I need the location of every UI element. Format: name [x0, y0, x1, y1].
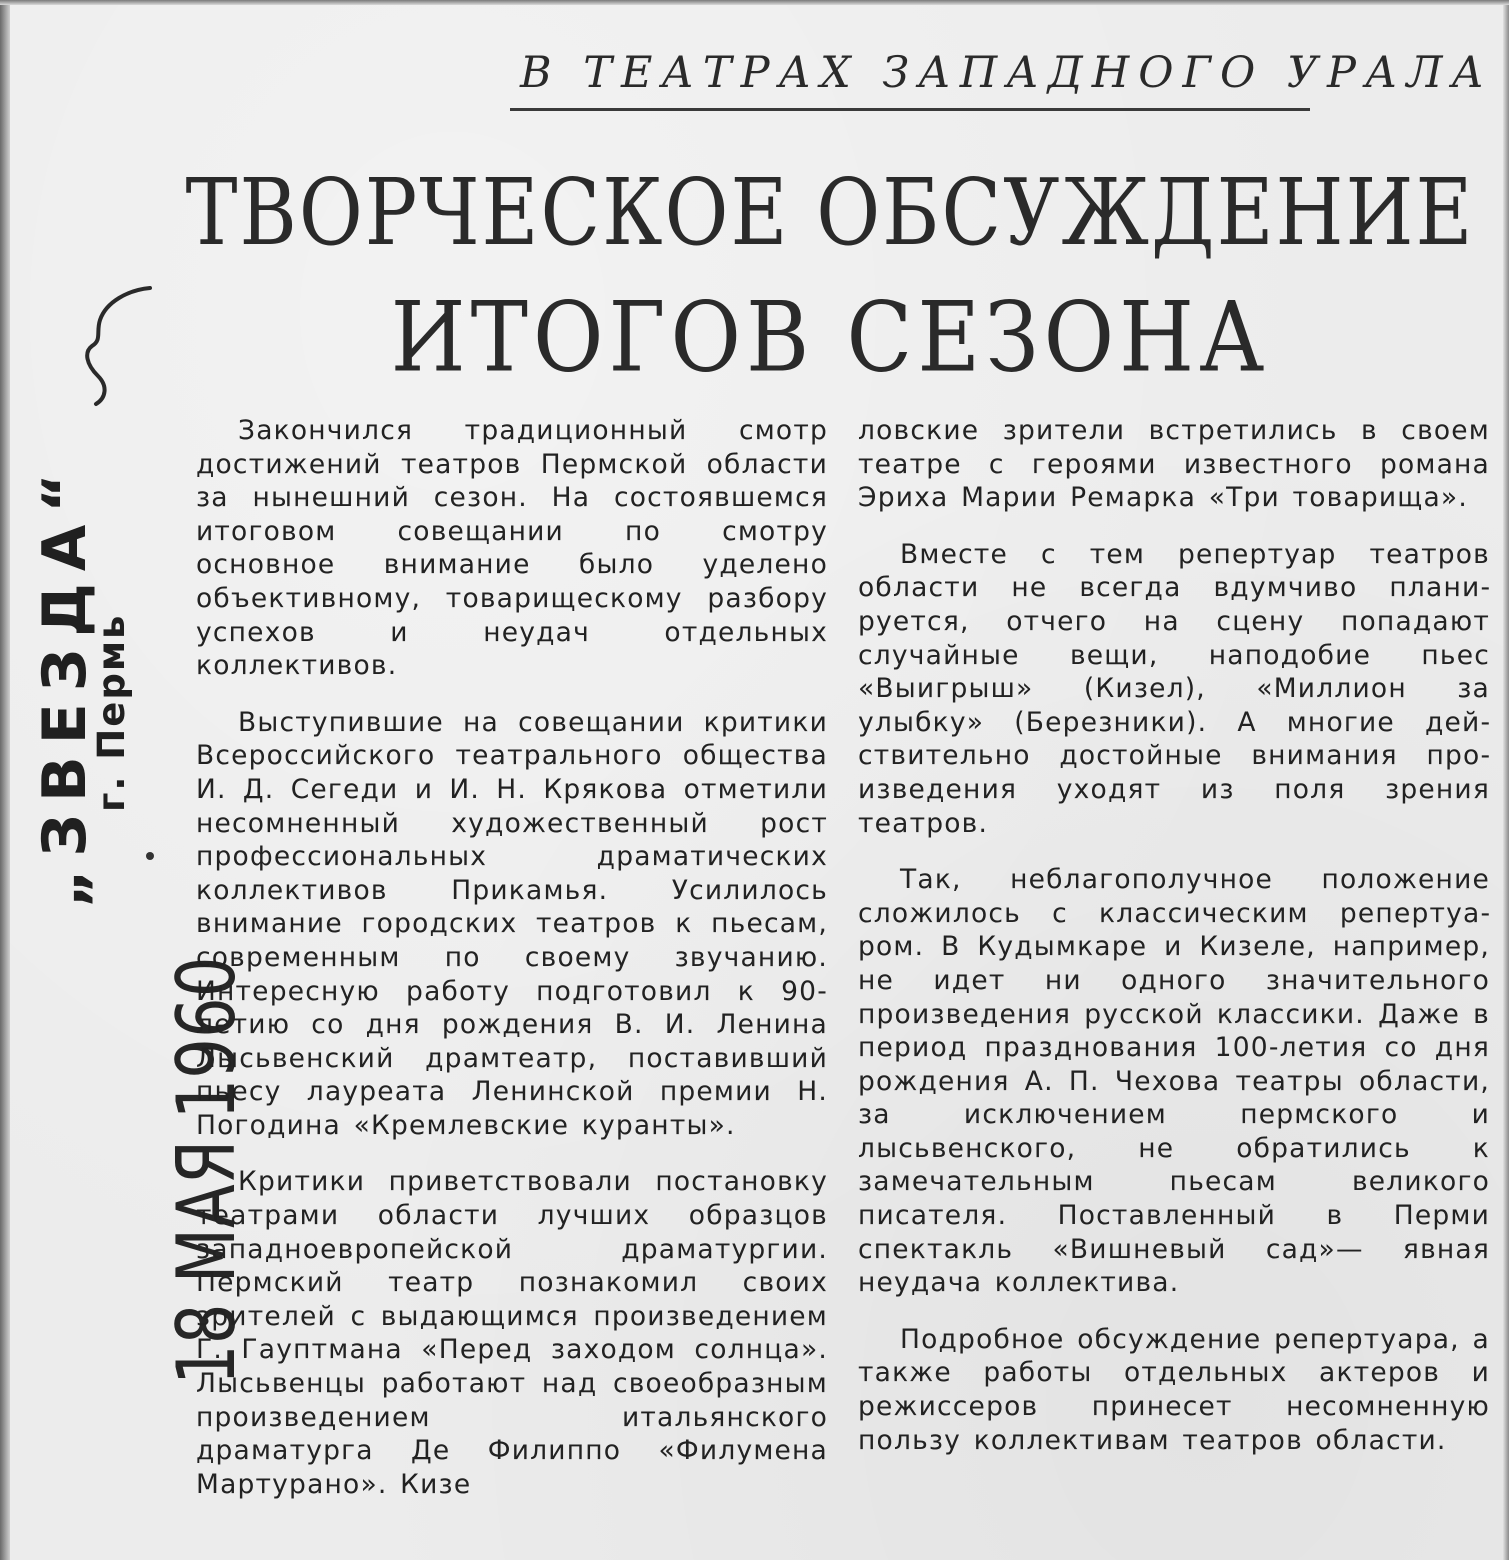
article-paragraph: Выступившие на совещании критики Всероссийского театрального общества И. Д. Сегеди и И. Н. Крякова отметили несомненный художественный рост профессиональных драматических коллективов Прикамья. Усилилось внимание городских театров к пьесам, современным по своему звучанию. Интересную работу подготовил к 90-летию со дня рождения В. И. Ленина Лысьвенский драмтеатр, поставивший пьесу лауреата Ленинской премии Н. Погодина «Кремлевские куранты».	[196, 706, 828, 1141]
source-date-text: 18 МАЯ 1960	[160, 956, 253, 1385]
article-column-right	[858, 414, 1490, 1457]
source-dot	[146, 852, 154, 860]
article-paragraph: Закончился традиционный смотр достижений театров Пермской области за нынешний сезон. На состоявшемся итоговом совещании по смотру основное внимание было уделено объективному, товарищескому разбору успехов и неудач отдельных коллективов.	[196, 415, 828, 682]
rubric-heading: В ТЕАТРАХ ЗАПАДНОГО УРАЛА	[520, 48, 1493, 98]
source-city: г. Пермь	[90, 613, 133, 812]
source-newspaper-name: „ЗВЕЗДА“	[30, 461, 100, 908]
article-paragraph: Критики приветствовали постановку театрами области лучших образцов западноевропейской драматургии. Пермский театр познакомил своих зрителей с выдающимся произведением Г. Гауптмана «Перед заходом солнца». Лысьвенцы работают над своеобразным произведением итальянского драматурга Де Филиппо «Филумена Мартурано». Кизе	[196, 1166, 828, 1500]
handwritten-mark-icon	[78, 280, 168, 410]
article-paragraph: Вместе с тем репертуар театров области не всегда вдумчиво планируется, отчего на сцену попадают случайные вещи, наподобие пьес «Выигрыш» (Кизел), «Миллион за улыбку» (Березники). А многие действительно достойные внимания произведения уходят из поля зрения театров.	[858, 538, 1490, 839]
scan-edge-top	[0, 0, 1509, 5]
article-column-left	[196, 414, 828, 1501]
article-paragraph: Так, неблагополучное положение сложилось с классическим репертуаром. В Кудымкаре и Кизеле, например, не идет ни одного значительного произведения русской классики. Даже в период празднования 100-летия со дня рождения А. П. Чехова театры области, за исключением пермского и лысьвенского, не обратились к замечательным пьесам великого писателя. Поставленный в Перми спектакль «Вишневый сад»— явная неудача коллектива.	[858, 864, 1490, 1299]
rubric-underline	[510, 108, 1310, 111]
headline-line-2: ИТОГОВ СЕЗОНА	[390, 282, 1270, 394]
headline-line-1: ТВОРЧЕСКОЕ ОБСУЖДЕНИЕ	[185, 160, 1475, 267]
article-paragraph-continuation: ловские зрители встретились в своем театре с героями известного романа Эриха Марии Ремарка «Три товарища».	[858, 415, 1490, 514]
article-paragraph: Подробное обсуждение репертуара, а также работы отдельных актеров и режиссеров принесет несомненную пользу коллективам театров области.	[858, 1323, 1490, 1456]
scan-edge-left	[0, 0, 10, 1560]
